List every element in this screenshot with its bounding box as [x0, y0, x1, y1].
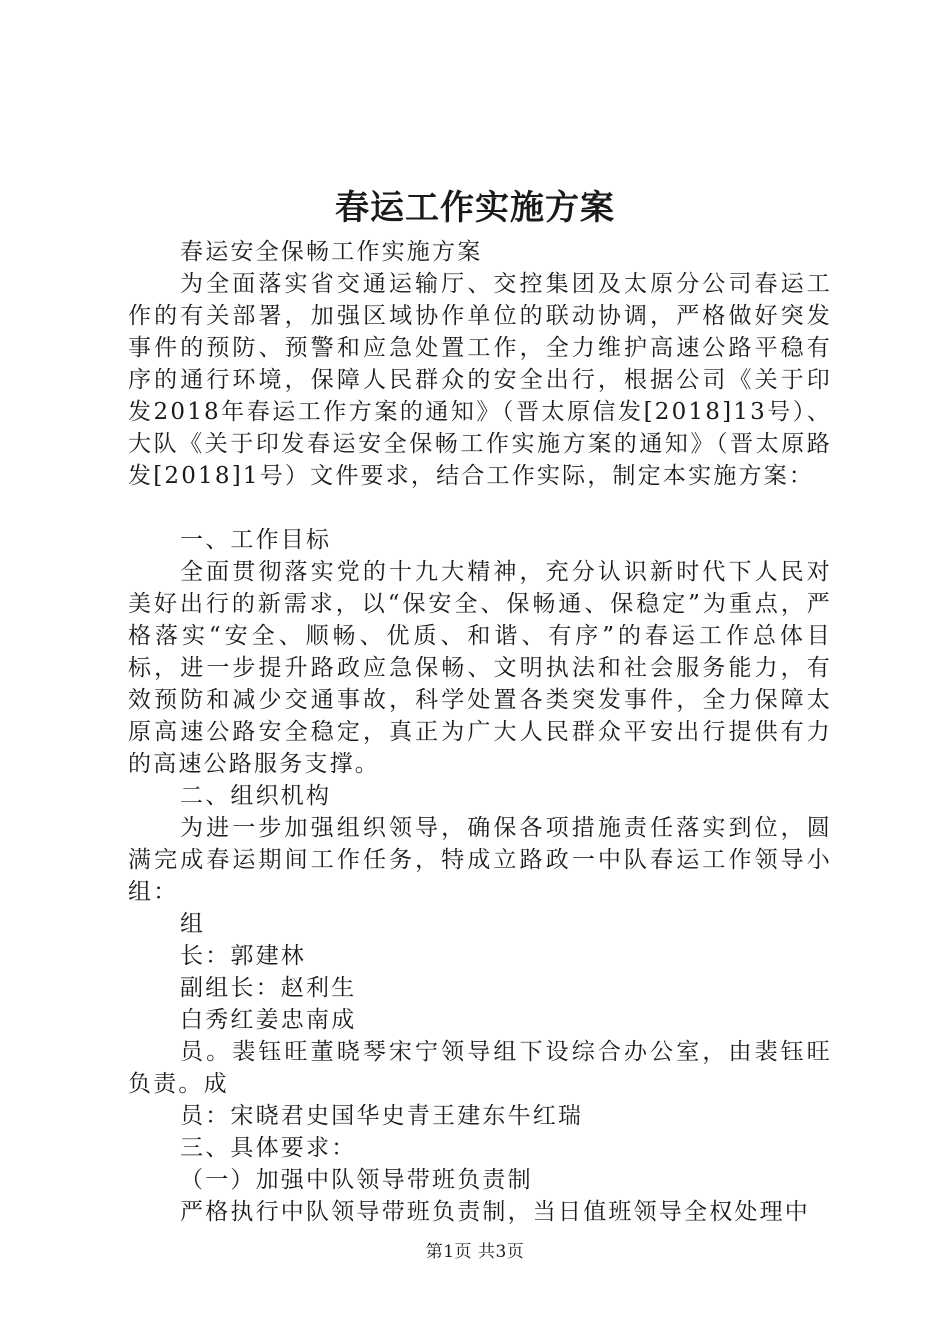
document-body — [128, 236, 832, 1228]
paragraph-leadership: 严格执行中队领导带班负责制，当日值班领导全权处理中 — [180, 1199, 810, 1225]
paragraph-goals: 全面贯彻落实党的十九大精神，充分认识新时代下人民对美好出行的新需求，以“保安全、保畅通、保稳定”为重点，严格落实“安全、顺畅、优质、和谐、有序”的春运工作总体目标，进一步提升路政应急保畅、文明执法和社会服务能力，有效预防和减少交通事故，科学处置各类突发事件，全力保障太原高速公路安全稳定，真正为广大人民群众平安出行提供有力的高速公路服务支撑。 — [128, 559, 832, 777]
paragraph-organization: 为进一步加强组织领导，确保各项措施责任落实到位，圆满完成春运期间工作任务，特成立路政一中队春运工作领导小组： — [128, 815, 832, 905]
paragraph-members-line-1: 白秀红姜忠南成 — [180, 1007, 357, 1033]
paragraph-subtitle: 春运安全保畅工作实施方案 — [180, 239, 483, 265]
paragraph-members-line-2: 员。裴钰旺董晓琴宋宁领导组下设综合办公室，由裴钰旺负责。成 — [128, 1039, 832, 1097]
document-title: 春运工作实施方案 — [335, 188, 615, 228]
page-footer: 第1页 共3页 — [425, 1242, 525, 1262]
subsection-heading-leadership: （一）加强中队领导带班负责制 — [180, 1167, 533, 1193]
paragraph-group-leader: 长：郭建林 — [180, 943, 306, 969]
paragraph-group-label: 组 — [180, 911, 206, 937]
paragraph-members-line-3: 员：宋晓君史国华史青王建东牛红瑞 — [180, 1103, 584, 1129]
paragraph-deputy-leader: 副组长：赵利生 — [180, 975, 357, 1001]
section-heading-goals: 一、工作目标 — [180, 527, 332, 553]
paragraph-intro: 为全面落实省交通运输厅、交控集团及太原分公司春运工作的有关部署，加强区域协作单位的联动协调，严格做好突发事件的预防、预警和应急处置工作，全力维护高速公路平稳有序的通行环境，保障人民群众的安全出行，根据公司《关于印发2018年春运工作方案的通知》（晋太原信发[2018]13号）、大队《关于印发春运安全保畅工作实施方案的通知》（晋太原路发[2018]1号）文件要求，结合工作实际，制定本实施方案： — [128, 271, 832, 489]
paragraph-blank — [128, 492, 832, 524]
section-heading-organization: 二、组织机构 — [180, 783, 332, 809]
section-heading-requirements: 三、具体要求： — [180, 1135, 357, 1161]
